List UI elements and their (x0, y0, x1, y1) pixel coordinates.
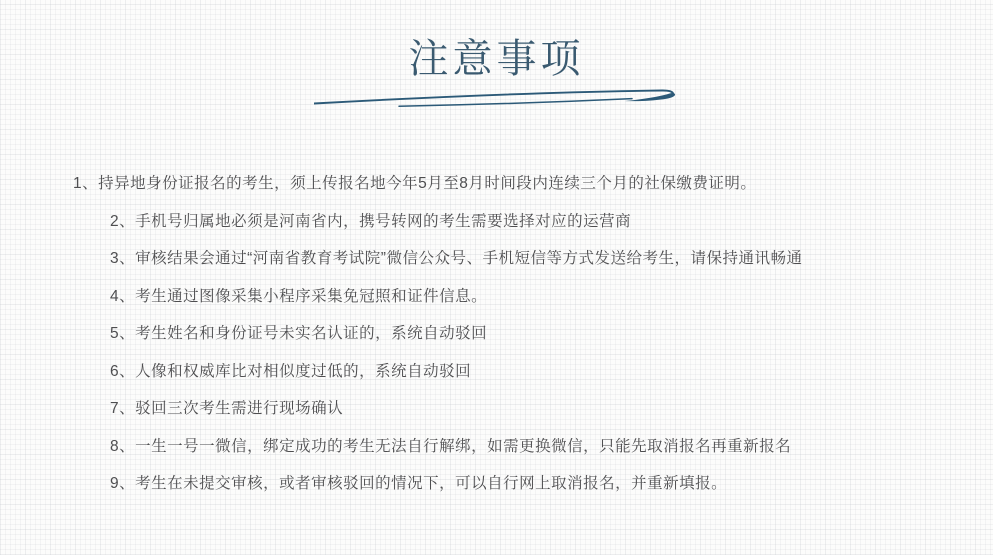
notice-item: 6、人像和权威库比对相似度过低的，系统自动驳回 (110, 362, 472, 380)
notice-item: 9、考生在未提交审核，或者审核驳回的情况下，可以自行网上取消报名，并重新填报。 (110, 475, 728, 492)
page-title: 注意事项 (408, 36, 585, 81)
title-underline-swoosh (314, 88, 679, 110)
notice-item: 3、审核结果会通过“河南省教育考试院”微信公众号、手机短信等方式发送给考生，请保持通讯畅通 (110, 250, 803, 267)
swoosh-stroke-icon (314, 88, 679, 110)
notice-item: 7、驳回三次考生需进行现场确认 (110, 400, 344, 417)
notice-item: 2、手机号归属地必须是河南省内，携号转网的考生需要选择对应的运营商 (110, 212, 632, 230)
notice-item: 1、持异地身份证报名的考生，须上传报名地今年5月至8月时间段内连续三个月的社保缴费证明。 (73, 175, 757, 192)
notice-item: 8、一生一号一微信，绑定成功的考生无法自行解绑，如需更换微信，只能先取消报名再重新报名 (110, 437, 792, 455)
notice-item: 4、考生通过图像采集小程序采集免冠照和证件信息。 (110, 287, 488, 305)
notice-item: 5、考生姓名和身份证号未实名认证的，系统自动驳回 (110, 325, 488, 342)
notice-list (0, 174, 993, 494)
